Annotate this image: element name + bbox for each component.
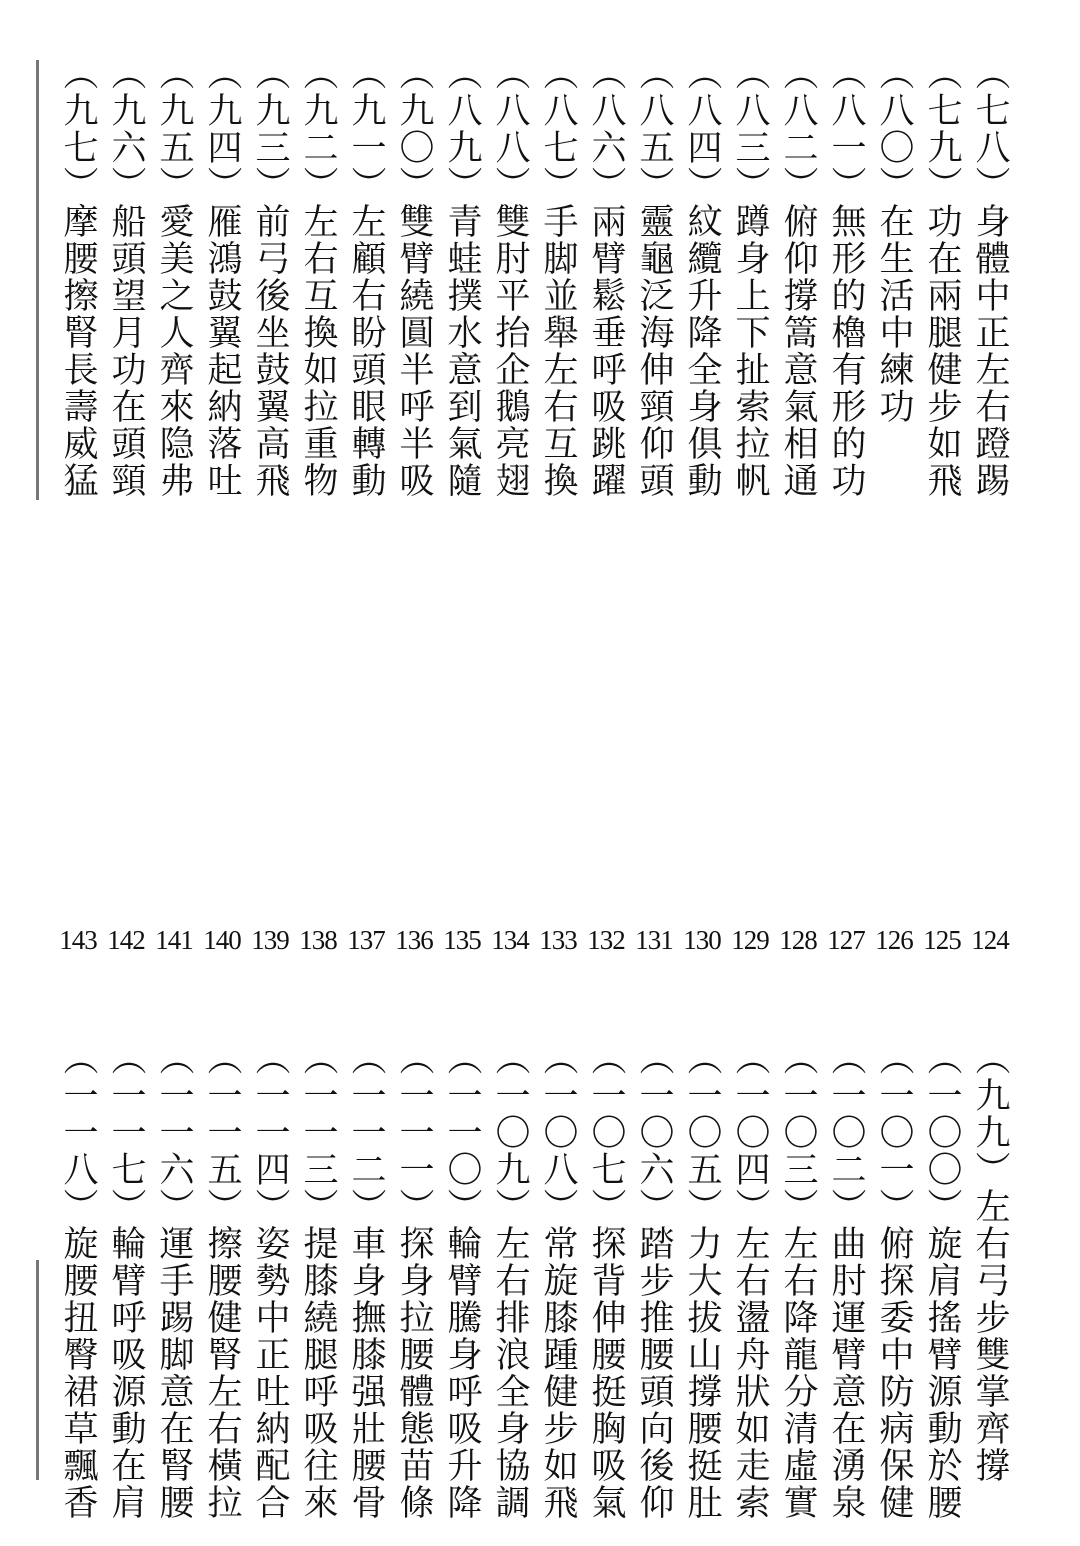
entry-92: （九二）左右互換如拉重物: [298, 55, 338, 499]
page-edge-mark-bottom: [36, 1260, 39, 1480]
page-number: 131: [635, 925, 673, 955]
page-number: 135: [443, 925, 481, 955]
page-number: 140: [203, 925, 241, 955]
entry-82: （八二）俯仰撐篙意氣相通: [778, 55, 818, 499]
entry-86: （八六）兩臂鬆垂呼吸跳躍: [586, 55, 626, 499]
entry-108: （一〇八）常旋膝踵健步如飛: [538, 1040, 578, 1521]
entry-93: （九三）前弓後坐鼓翼高飛: [250, 55, 290, 499]
page-number: 137: [347, 925, 385, 955]
page-number-row: [0, 918, 1080, 962]
entry-94: （九四）雁鴻鼓翼起納落吐: [202, 55, 242, 499]
page-number: 127: [827, 925, 865, 955]
entry-110: （一一〇）輪臂騰身呼吸升降: [442, 1040, 482, 1521]
page-number: 136: [395, 925, 433, 955]
page-number: 132: [587, 925, 625, 955]
page-edge-mark-top: [36, 60, 39, 500]
entry-78: （七八）身體中正左右蹬踢: [970, 55, 1010, 499]
page-number: 139: [251, 925, 289, 955]
entry-85: （八五）靈龜泛海伸頸仰頭: [634, 55, 674, 499]
page-number: 138: [299, 925, 337, 955]
entry-81: （八一）無形的櫓有形的功: [826, 55, 866, 499]
entry-116: （一一六）運手踢脚意在腎腰: [154, 1040, 194, 1521]
bottom-entry-list: [0, 1040, 1080, 1530]
entry-89: （八九）青蛙撲水意到氣隨: [442, 55, 482, 499]
entry-109: （一〇九）左右排浪全身協調: [490, 1040, 530, 1521]
page-number: 130: [683, 925, 721, 955]
entry-101: （一〇一）俯探委中防病保健: [874, 1040, 914, 1521]
page-number: 125: [923, 925, 961, 955]
page-number: 133: [539, 925, 577, 955]
entry-100: （一〇〇）旋肩搖臂源動於腰: [922, 1040, 962, 1521]
entry-84: （八四）紋纜升降全身俱動: [682, 55, 722, 499]
entry-105: （一〇五）力大拔山撐腰挺肚: [682, 1040, 722, 1521]
entry-79: （七九）功在兩腿健步如飛: [922, 55, 962, 499]
entry-90: （九〇）雙臂繞圓半呼半吸: [394, 55, 434, 499]
entry-102: （一〇二）曲肘運臂意在湧泉: [826, 1040, 866, 1521]
page-number: 142: [107, 925, 145, 955]
page-number: 129: [731, 925, 769, 955]
entry-104: （一〇四）左右盪舟狀如走索: [730, 1040, 770, 1521]
page-number: 124: [971, 925, 1009, 955]
entry-113: （一一三）提膝繞腿呼吸往來: [298, 1040, 338, 1521]
page-number: 134: [491, 925, 529, 955]
entry-118: （一一八）旋腰扭臀裙草飄香: [58, 1040, 98, 1521]
entry-114: （一一四）姿勢中正吐納配合: [250, 1040, 290, 1521]
entry-103: （一〇三）左右降龍分清虛實: [778, 1040, 818, 1521]
entry-115: （一一五）擦腰健腎左右橫拉: [202, 1040, 242, 1521]
entry-83: （八三）蹲身上下扯索拉帆: [730, 55, 770, 499]
entry-107: （一〇七）探背伸腰挺胸吸氣: [586, 1040, 626, 1521]
entry-88: （八八）雙肘平抬企鵝亮翅: [490, 55, 530, 499]
top-entry-list: [0, 55, 1080, 515]
entry-112: （一一二）車身撫膝强壯腰骨: [346, 1040, 386, 1521]
entry-117: （一一七）輪臂呼吸源動在肩: [106, 1040, 146, 1521]
entry-97: （九七）摩腰擦腎長壽威猛: [58, 55, 98, 499]
entry-106: （一〇六）踏步推腰頭向後仰: [634, 1040, 674, 1521]
entry-99: （九九）左右弓步雙掌齊撐: [970, 1040, 1010, 1484]
entry-95: （九五）愛美之人齊來隐弗: [154, 55, 194, 499]
page-number: 143: [59, 925, 97, 955]
entry-96: （九六）船頭望月功在頭頸: [106, 55, 146, 499]
entry-111: （一一一）探身拉腰體態苗條: [394, 1040, 434, 1521]
page-number: 126: [875, 925, 913, 955]
entry-91: （九一）左顧右盼頭眼轉動: [346, 55, 386, 499]
page-number: 128: [779, 925, 817, 955]
page-number: 141: [155, 925, 193, 955]
entry-80: （八〇）在生活中練功: [874, 55, 914, 425]
entry-87: （八七）手脚並舉左右互換: [538, 55, 578, 499]
